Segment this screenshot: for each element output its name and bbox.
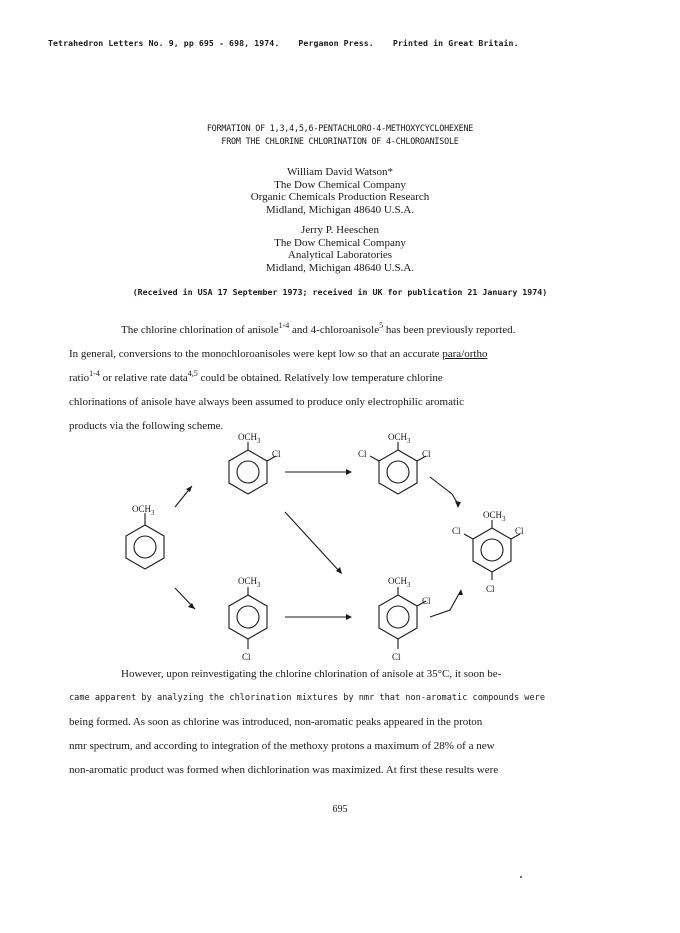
author-2-company: The Dow Chemical Company (274, 236, 406, 249)
author-2 (0, 224, 680, 274)
och3-label: OCH (483, 510, 503, 520)
ref-superscript: 5 (379, 321, 384, 330)
4-chloroanisole-ring (229, 587, 267, 649)
och3-label: OCH (388, 432, 408, 442)
p2-line-2: came apparent by analyzing the chlorination mixtures by nmr that non-aromatic compounds were (69, 693, 545, 703)
received-dates: (Received in USA 17 September 1973; received in UK for publication 21 January 1974) (132, 287, 548, 297)
paragraph-2 (69, 662, 629, 782)
2-4-dichloroanisole-ring (379, 587, 426, 649)
author-1-company: The Dow Chemical Company (274, 178, 406, 191)
journal-citation: Tetrahedron Letters No. 9, pp 695 - 698, 1974. (48, 38, 280, 48)
p1-line-1 (69, 318, 629, 342)
och3-label: OCH (388, 576, 408, 586)
och3-label: OCH (132, 504, 152, 514)
ref-superscript: 1-4 (278, 321, 290, 330)
label-cl: Cl (515, 526, 524, 536)
author-1 (0, 166, 680, 216)
p2-line-1: However, upon reinvestigating the chlorine chlorination of anisole at 35°C, it soon be- (121, 668, 502, 680)
label-och3 (238, 576, 261, 589)
p1-text: ratio (69, 372, 90, 384)
anisole-och3-label (132, 504, 155, 517)
p1-text: The chlorine chlorination of anisole (121, 324, 279, 336)
author-1-address: Midland, Michigan 48640 U.S.A. (265, 203, 415, 216)
label-och3 (388, 576, 411, 589)
p1-text: or relative rate data (99, 372, 188, 384)
p1-line-4: chlorinations of anisole have always been assumed to produce only electrophilic aromatic (69, 396, 464, 408)
label-och3 (388, 432, 411, 445)
label-cl: Cl (358, 449, 367, 459)
printed-in: Printed in Great Britain. (392, 38, 519, 48)
scan-speck (520, 876, 522, 878)
arrow-to-trichloro-bottom (430, 592, 460, 617)
running-header (48, 38, 533, 48)
och3-label: OCH (238, 576, 258, 586)
ref-superscript: 4,5 (187, 369, 198, 378)
och3-label: OCH (238, 432, 258, 442)
label-cl: Cl (422, 449, 431, 459)
anisole-ring (126, 513, 164, 569)
author-2-name: Jerry P. Heeschen (301, 224, 379, 236)
underlined-term: para/ortho (442, 348, 488, 360)
och3-subscript: 3 (407, 437, 411, 445)
label-cl: Cl (242, 652, 251, 662)
p1-text: could be obtained. Relatively low temperature chlorine (197, 372, 443, 384)
2-chloroanisole-ring (229, 442, 276, 494)
publisher: Pergamon Press. (298, 38, 374, 48)
p1-line-2 (69, 342, 629, 366)
label-och3 (238, 432, 261, 445)
label-och3 (483, 510, 506, 523)
2-4-6-trichloroanisole-ring (464, 520, 520, 580)
reaction-scheme (100, 432, 540, 662)
paragraph-1 (69, 318, 629, 438)
p2-line-5: non-aromatic product was formed when dichlorination was maximized. At first these results were (69, 764, 499, 776)
author-2-address: Midland, Michigan 48640 U.S.A. (265, 261, 415, 274)
author-1-name: William David Watson* (286, 166, 393, 178)
ref-superscript: 1-4 (89, 369, 100, 378)
p2-line-4: nmr spectrum, and according to integration of the methoxy protons a maximum of 28% of a new (69, 740, 495, 752)
article-title (0, 122, 680, 148)
label-cl: Cl (486, 584, 495, 594)
title-line-2: FROM THE CHLORINE CHLORINATION OF 4-CHLOROANISOLE (221, 136, 459, 146)
author-1-department: Organic Chemicals Production Research (250, 191, 430, 204)
p1-line-5: products via the following scheme. (69, 420, 224, 432)
2-6-dichloroanisole-ring (370, 442, 426, 494)
arrow-diagonal (285, 512, 340, 572)
title-line-1: FORMATION OF 1,3,4,5,6-PENTACHLORO-4-METHOXYCYCLOHEXENE (206, 123, 474, 133)
label-cl: Cl (272, 449, 281, 459)
och3-subscript: 3 (502, 515, 506, 523)
p2-line-3: being formed. As soon as chlorine was introduced, non-aromatic peaks appeared in the proton (69, 716, 483, 728)
p1-text: and 4-chloroanisole (289, 324, 380, 336)
och3-subscript: 3 (151, 509, 155, 517)
page-number: 695 (332, 804, 348, 815)
och3-subscript: 3 (257, 581, 261, 589)
arrow-to-trichloro-top (430, 477, 458, 504)
och3-subscript: 3 (407, 581, 411, 589)
p1-text: has been previously reported. (383, 324, 516, 336)
p1-text: In general, conversions to the monochloroanisoles were kept low so that an accurate (69, 348, 443, 360)
label-cl: Cl (452, 526, 461, 536)
label-cl: Cl (392, 652, 401, 662)
och3-subscript: 3 (257, 437, 261, 445)
label-cl: Cl (422, 596, 431, 606)
author-2-department: Analytical Laboratories (287, 249, 393, 262)
p1-line-3 (69, 366, 629, 390)
